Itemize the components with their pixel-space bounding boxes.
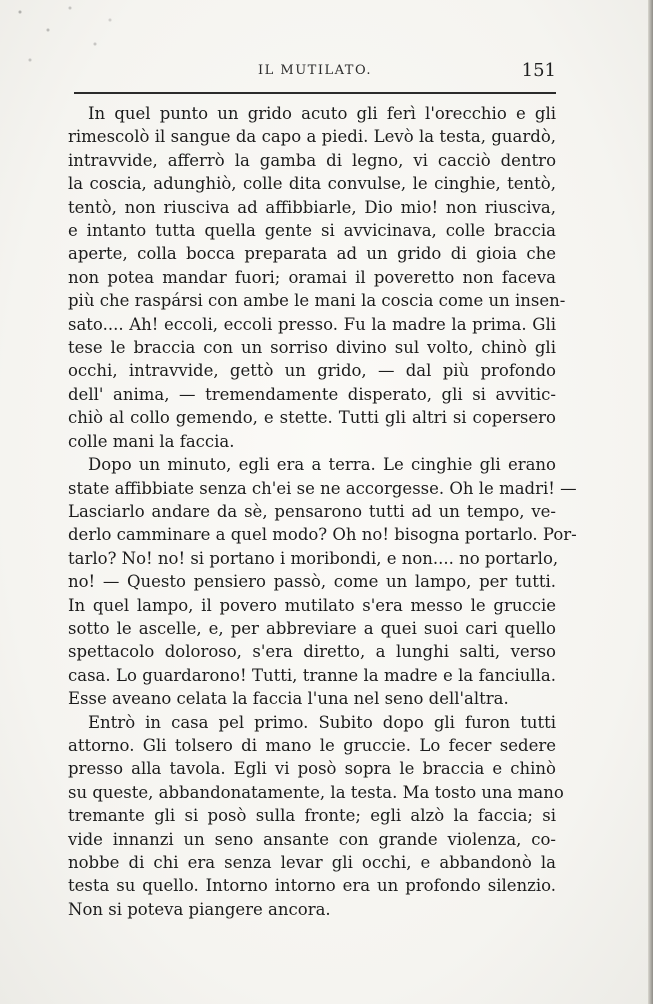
text-line: colle mani la faccia. [68,431,235,451]
running-title: IL MUTILATO. [258,63,372,78]
text-line: Entrò in casa pel primo. Subito dopo gli furon tutti [88,712,556,732]
text-line: testa su quello. Intorno intorno era un profondo silenzio. [68,876,556,896]
text-line: vide innanzi un seno ansante con grande violenza, co- [68,829,556,849]
text-line: Esse aveano celata la faccia l'una nel seno dell'altra. [68,689,509,709]
text-line: Non si poteva piangere ancora. [68,899,331,919]
header-rule [74,92,556,94]
page-header [74,60,556,84]
page-edge-shadow [648,0,653,1004]
text-line: intravvide, afferrò la gamba di legno, vi cacciò dentro [68,150,556,170]
text-line: sotto le ascelle, e, per abbreviare a quei suoi cari quello [68,618,556,638]
text-line: derlo camminare a quel modo? Oh no! bisogna portarlo. Por- [68,525,577,545]
text-line: spettacolo doloroso, s'era diretto, a lunghi salti, verso [68,642,556,662]
text-line: state affibbiate senza ch'ei se ne accorgesse. Oh le madri! — [68,478,577,498]
text-line: la coscia, adunghiò, colle dita convulse, le cinghie, tentò, [68,174,556,194]
text-line: Dopo un minuto, egli era a terra. Le cinghie gli erano [88,455,556,475]
text-line: no! — Questo pensiero passò, come un lampo, per tutti. [68,572,556,592]
text-line: tremante gli si posò sulla fronte; egli alzò la faccia; si [68,806,556,826]
text-line: aperte, colla bocca preparata ad un grido di gioia che [68,244,556,264]
text-line: tese le braccia con un sorriso divino sul volto, chinò gli [68,338,556,358]
paragraph [68,453,577,710]
page-number: 151 [521,60,556,81]
text-line: chiò al collo gemendo, e stette. Tutti gli altri si copersero [68,408,556,428]
text-line: In quel punto un grido acuto gli ferì l'orecchio e gli [88,104,556,123]
text-line: e intanto tutta quella gente si avvicinava, colle braccia [68,221,556,241]
text-line: tarlo? No! no! si portano i moribondi, e non.... no portarlo, [68,548,559,568]
text-line: casa. Lo guardarono! Tutti, tranne la madre e la fanciulla. [68,665,556,685]
text-line: dell' anima, — tremendamente disperato, gli si avvitic- [68,384,556,404]
text-line: non potea mandar fuori; oramai il poveretto non faceva [68,267,556,287]
text-line: presso alla tavola. Egli vi posò sopra le braccia e chinò [68,759,556,779]
text-line: tentò, non riusciva ad affibbiarle, Dio mio! non riusciva, [68,197,556,217]
paragraph [68,102,566,453]
text-line: In quel lampo, il povero mutilato s'era messo le gruccie [68,595,556,615]
text-line: sato.... Ah! eccoli, eccoli presso. Fu la madre la prima. Gli [68,314,556,334]
text-line: occhi, intravvide, gettò un grido, — dal più profondo [68,361,556,381]
text-line: attorno. Gli tolsero di mano le gruccie. Lo fecer sedere [68,735,556,755]
text-line: rimescolò il sangue da capo a piedi. Levò la testa, guardò, [68,127,556,147]
text-line: nobbe di chi era senza levar gli occhi, e abbandonò la [68,853,556,872]
text-line: più che raspársi con ambe le mani la coscia come un insen- [68,291,566,311]
body-text [68,102,577,921]
text-line: Lasciarlo andare da sè, pensarono tutti ad un tempo, ve- [68,501,556,521]
text-line: su queste, abbandonatamente, la testa. Ma tosto una mano [68,782,564,802]
paragraph [68,711,564,922]
